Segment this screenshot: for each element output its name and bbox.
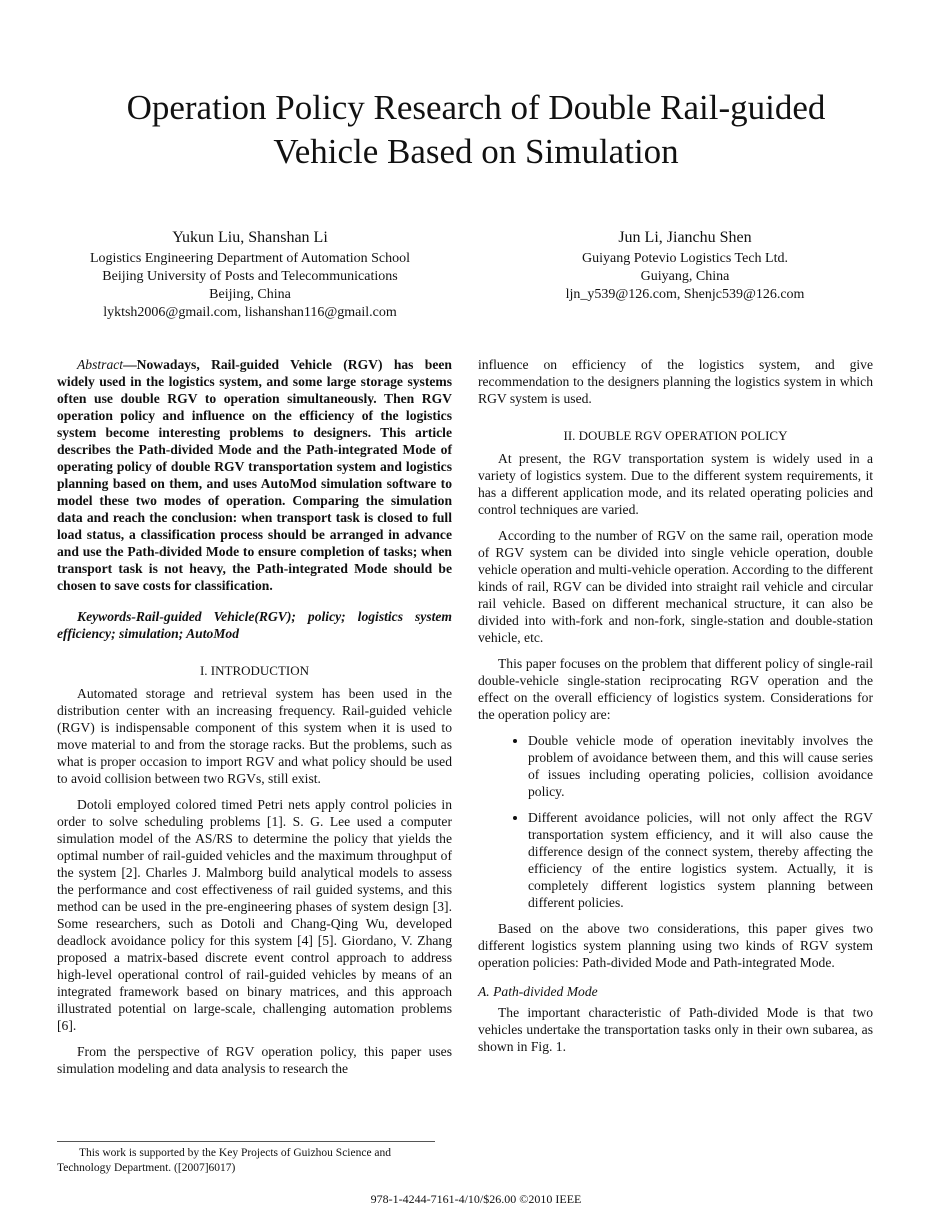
paper-title (0, 86, 952, 174)
abstract (57, 356, 452, 594)
title-line: Operation Policy Research of Double Rail-guided (126, 88, 826, 127)
footnote: This work is supported by the Key Projects of Guizhou Science and Technology Department. ([2007]6017) (57, 1147, 392, 1174)
paragraph: Automated storage and retrieval system has been used in the distribution center with an increasing frequency. Rail-guided vehicle (RGV) is indispensable component of this system when it is used to move material to and from the storage racks. But the problems, such as what is proper occasion to import RGV and what policy should be used to avoid collision between two RGVs, still exist. (57, 686, 452, 786)
paragraph: influence on efficiency of the logistics system, and give recommendation to the designers planning the logistics system in which RGV system is used. (478, 357, 873, 406)
affiliation: Guiyang, China (640, 269, 730, 284)
page-footer: 978-1-4244-7161-4/10/$26.00 ©2010 IEEE (370, 1192, 582, 1206)
bullet-list (478, 732, 873, 911)
list-item: • Double vehicle mode of operation inevitably involves the problem of avoidance between them, and this will cause series of issues including operating policies, collision avoidance policy. (528, 732, 873, 800)
author-block-2 (480, 228, 890, 304)
paragraph: From the perspective of RGV operation policy, this paper uses simulation modeling and data analysis to research the (57, 1044, 452, 1076)
author-email: ljn_y539@126.com, Shenjc539@126.com (565, 287, 805, 302)
paragraph: Dotoli employed colored timed Petri nets apply control policies in order to solve scheduling problems [1]. S. G. Lee used a computer simulation model of the AS/RS to determine the policy that yields the optimal number of rail-guided vehicles and the maximum throughput of the system [2]. Charles J. Malmborg build analytical models to assess the performance and cost effectiveness of rail guided systems, and this method can be used in the pre-engineering phases of system design [3]. Some researchers, such as Dotoli and Chang-Qing Wu, developed deadlock avoidance policy for this system [4] [5]. Giordano, V. Zhang proposed a matrix-based discrete event control approach to address high-level operational control of rail-guided vehicles by means of an integrated framework based on binary matrices, and this approach illustrated potential on large-scale, challenging automation problems [6]. (57, 797, 452, 1033)
right-column (478, 356, 873, 1064)
list-item: • Different avoidance policies, will not only affect the RGV transportation system efficiency, and it will also cause the difference design of the connect system, thereby affecting the efficiency of the entire logistics system. Actually, it is completely different logistics system planning between different policies. (528, 809, 873, 911)
author-names: Jun Li, Jianchu Shen (618, 229, 752, 246)
affiliation: Beijing University of Posts and Telecommunications (102, 269, 398, 284)
affiliation: Logistics Engineering Department of Automation School (90, 251, 410, 266)
title-line: Vehicle Based on Simulation (273, 132, 679, 171)
section-heading: II. DOUBLE RGV OPERATION POLICY (563, 428, 788, 443)
section-heading: I. INTRODUCTION (199, 663, 310, 678)
paragraph: Based on the above two considerations, this paper gives two different logistics system planning using two kinds of RGV system operation policies: Path-divided Mode and Path-integrated Mode. (478, 921, 873, 970)
paragraph: According to the number of RGV on the same rail, operation mode of RGV system can be divided into single vehicle operation, double vehicle operation and multi-vehicle operation. According to the different kinds of rail, RGV can be divided into straight rail vehicle and circular rail vehicle. Based on different mechanical structure, it can also be divided into with-fork and non-fork, single-station and double-station vehicle, etc. (478, 528, 873, 645)
author-block-1 (45, 228, 455, 322)
paragraph: The important characteristic of Path-divided Mode is that two vehicles undertake the transportation tasks only in their own subarea, as shown in Fig. 1. (478, 1005, 873, 1054)
affiliation: Guiyang Potevio Logistics Tech Ltd. (581, 251, 788, 266)
author-email: lyktsh2006@gmail.com, lishanshan116@gmail.com (103, 305, 397, 320)
affiliation: Beijing, China (209, 287, 291, 302)
footnote-divider (57, 1141, 435, 1142)
paragraph: At present, the RGV transportation system is widely used in a variety of logistics system. Due to the different system requirements, it has a different application mode, and its related operating policies and control techniques are varied. (478, 451, 873, 517)
left-column (57, 356, 452, 1086)
author-names: Yukun Liu, Shanshan Li (172, 229, 328, 246)
paragraph: This paper focuses on the problem that different policy of single-rail double-vehicle single-station reciprocating RGV operation and the effect on the overall efficiency of logistics system. Considerations for the operation policy are: (478, 656, 873, 722)
subsection-heading: A. Path-divided Mode (478, 984, 598, 999)
keywords: Keywords-Rail-guided Vehicle(RGV); policy; logistics system efficiency; simulation; AutoMod (57, 609, 452, 641)
abstract-text: —Nowadays, Rail-guided Vehicle (RGV) has been widely used in the logistics system, and some large storage systems often use double RGV to operation simultaneously. Then RGV operation policy and influence on the efficiency of the logistics system become interesting problems to designers. This article describes the Path-divided Mode and the Path-integrated Mode of operating policy of double RGV transportation system and logistics planning based on them, and uses AutoMod simulation software to model these two modes of operation. Comparing the simulation data and reach the conclusion: when transport task is closed to full load status, a classification process should be arranged in advance and use the Path-divided Mode to ensure completion of tasks; when transport task is not heavy, the Path-integrated Mode should be chosen to save costs for classification. (57, 357, 452, 593)
abstract-label: Abstract (77, 357, 124, 372)
